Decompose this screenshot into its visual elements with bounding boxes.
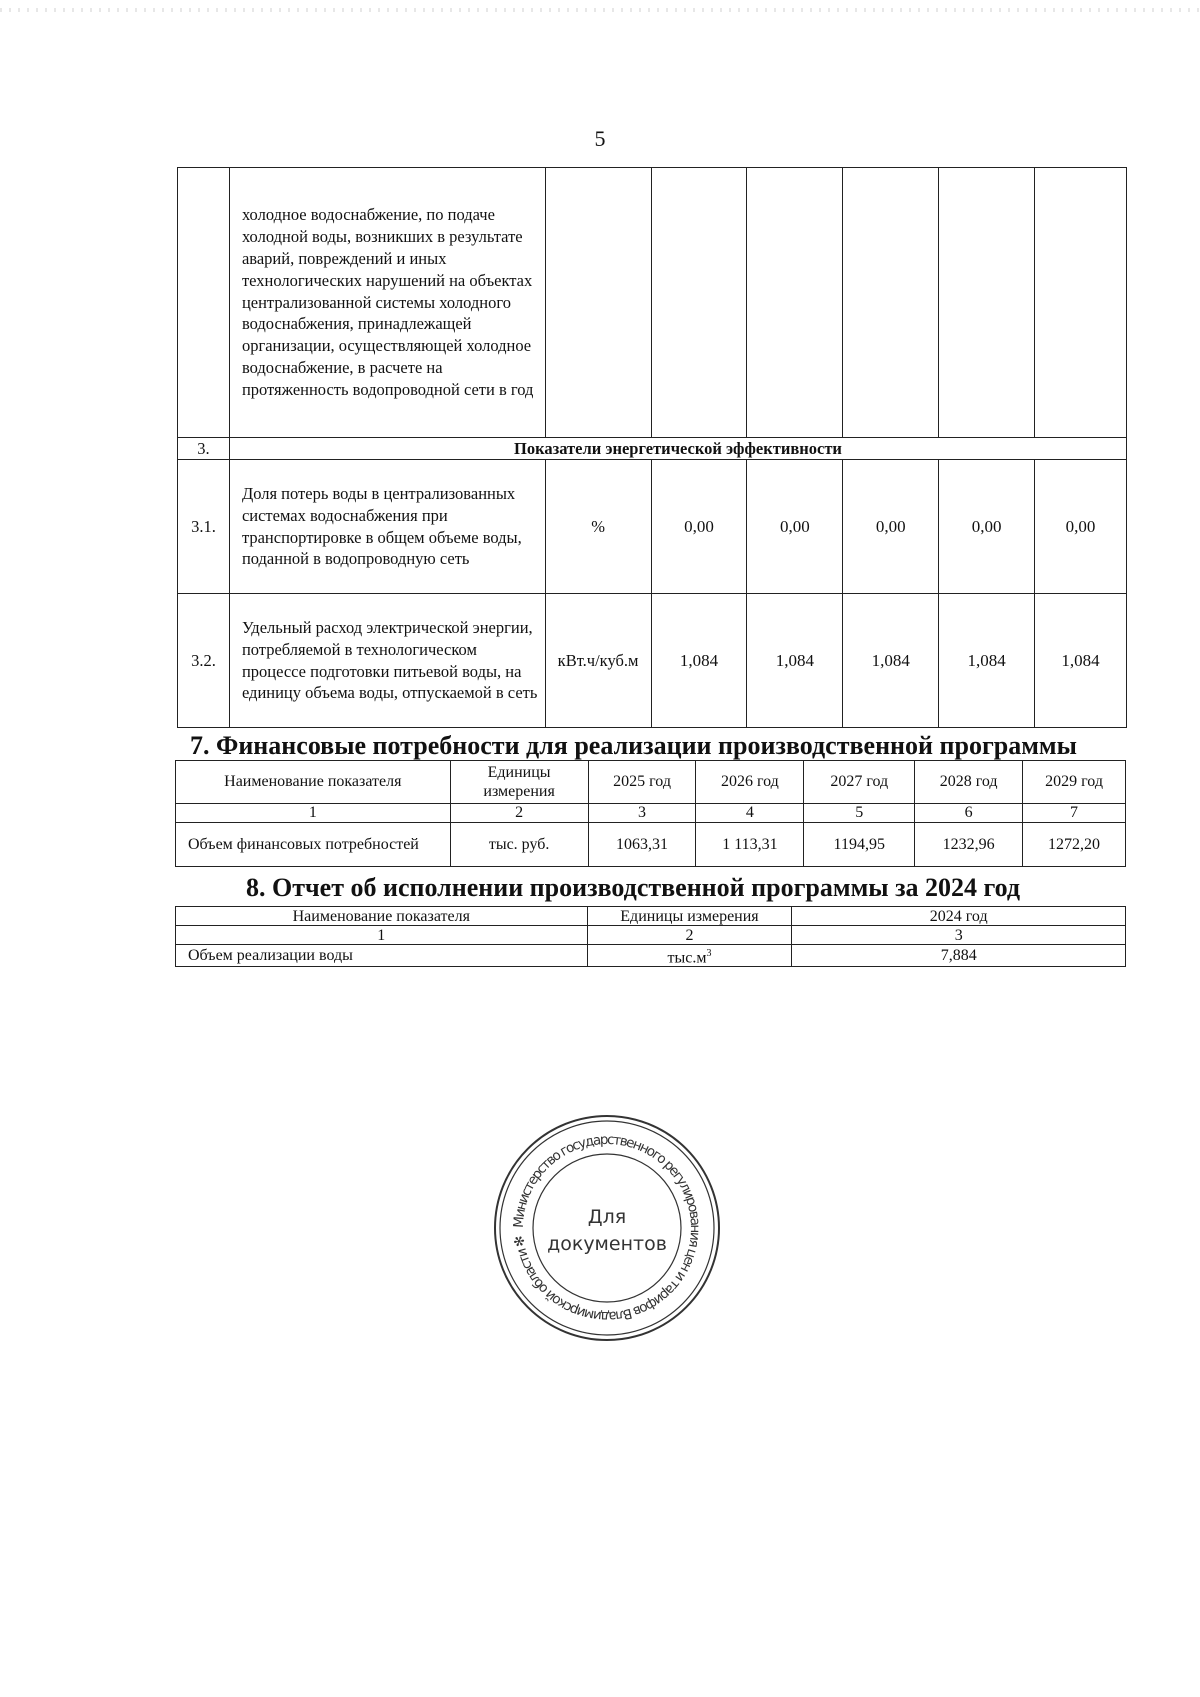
value-cell: 1194,95 <box>804 823 915 867</box>
column-number: 4 <box>696 804 804 823</box>
column-number-row <box>176 926 1126 945</box>
table-header-row <box>176 761 1126 804</box>
column-number: 7 <box>1023 804 1126 823</box>
stamp-ring-text: Министерство государственного регулирования цен и тарифов Владимирской области ✻ <box>510 1131 704 1325</box>
value-cell: 1,084 <box>747 594 843 728</box>
column-number: 1 <box>176 804 451 823</box>
row-number: 3.2. <box>178 594 230 728</box>
column-header: 2029 год <box>1023 761 1126 804</box>
value-cell: 7,884 <box>792 945 1126 967</box>
value-cell: 1232,96 <box>915 823 1023 867</box>
column-number-row <box>176 804 1126 823</box>
value-cell: 1,084 <box>939 594 1035 728</box>
table-row <box>176 823 1126 867</box>
table-cell <box>178 168 230 438</box>
finance-table <box>175 760 1126 867</box>
table-cell <box>843 168 939 438</box>
table-row <box>178 594 1127 728</box>
section-8-title: 8. Отчет об исполнении производственной программы за 2024 год <box>246 873 1021 902</box>
value-cell: 1,084 <box>1035 594 1127 728</box>
indicators-table <box>177 167 1127 728</box>
column-header: Наименование показателя <box>176 761 451 804</box>
table-cell <box>651 168 747 438</box>
unit-text: тыс.м <box>667 949 707 967</box>
section-title: Показатели энергетической эффективности <box>229 438 1126 460</box>
table-header-row <box>176 907 1126 926</box>
official-stamp <box>492 1113 722 1343</box>
table-cell <box>939 168 1035 438</box>
value-cell: 0,00 <box>747 460 843 594</box>
stamp-center-line-2: документов <box>547 1233 667 1255</box>
column-header: 2024 год <box>792 907 1126 926</box>
indicator-name: Объем финансовых потребностей <box>176 823 451 867</box>
unit-superscript: 3 <box>706 948 712 959</box>
table-cell <box>1035 168 1127 438</box>
column-header: Наименование показателя <box>176 907 588 926</box>
column-header: 2027 год <box>804 761 915 804</box>
value-cell: 0,00 <box>1035 460 1127 594</box>
stamp-center-line-1: Для <box>587 1206 627 1228</box>
column-number: 6 <box>915 804 1023 823</box>
value-cell: 1063,31 <box>588 823 696 867</box>
unit-cell: кВт.ч/куб.м <box>545 594 651 728</box>
column-header: Единицы измерения <box>450 761 588 804</box>
stamp-inner-ring <box>533 1154 681 1302</box>
column-number: 3 <box>588 804 696 823</box>
value-cell: 1 113,31 <box>696 823 804 867</box>
unit-cell: тыс. руб. <box>450 823 588 867</box>
report-table <box>175 906 1126 967</box>
section-number: 3. <box>178 438 230 460</box>
scan-noise <box>0 8 1200 12</box>
table-cell <box>545 168 651 438</box>
column-header: 2026 год <box>696 761 804 804</box>
unit-cell: % <box>545 460 651 594</box>
section-row <box>178 438 1127 460</box>
row-number: 3.1. <box>178 460 230 594</box>
value-cell: 1,084 <box>651 594 747 728</box>
stamp-outer-ring-inner <box>500 1121 714 1335</box>
column-header: 2025 год <box>588 761 696 804</box>
column-header: 2028 год <box>915 761 1023 804</box>
table-cell <box>747 168 843 438</box>
stamp-outer-ring <box>495 1116 719 1340</box>
column-number: 5 <box>804 804 915 823</box>
value-cell: 1,084 <box>843 594 939 728</box>
value-cell: 0,00 <box>843 460 939 594</box>
table-row <box>176 945 1126 967</box>
table-row <box>178 168 1127 438</box>
value-cell: 1272,20 <box>1023 823 1126 867</box>
column-number: 2 <box>587 926 792 945</box>
value-cell: 0,00 <box>939 460 1035 594</box>
column-number: 2 <box>450 804 588 823</box>
column-number: 3 <box>792 926 1126 945</box>
section-7-title: 7. Финансовые потребности для реализации производственной программы <box>190 731 1077 760</box>
value-cell: 0,00 <box>651 460 747 594</box>
column-number: 1 <box>176 926 588 945</box>
indicator-name: Удельный расход электрической энергии, потребляемой в технологическом процессе подготовки питьевой воды, на единицу объема воды, отпускаемой в сеть <box>229 594 545 728</box>
column-header: Единицы измерения <box>587 907 792 926</box>
page-number: 5 <box>594 126 606 151</box>
indicator-name: Объем реализации воды <box>176 945 588 967</box>
table-row <box>178 460 1127 594</box>
indicator-name: Доля потерь воды в централизованных системах водоснабжения при транспортировке в общем объеме воды, поданной в водопроводную сеть <box>229 460 545 594</box>
unit-cell <box>587 945 792 967</box>
indicator-name: холодное водоснабжение, по подаче холодной воды, возникших в результате аварий, повреждений и иных технологических нарушений на объектах централизованной системы холодного водоснабжения, принадлежащей организации, осуществляющей холодное водоснабжение, в расчете на протяженность водопроводной сети в год <box>229 168 545 438</box>
